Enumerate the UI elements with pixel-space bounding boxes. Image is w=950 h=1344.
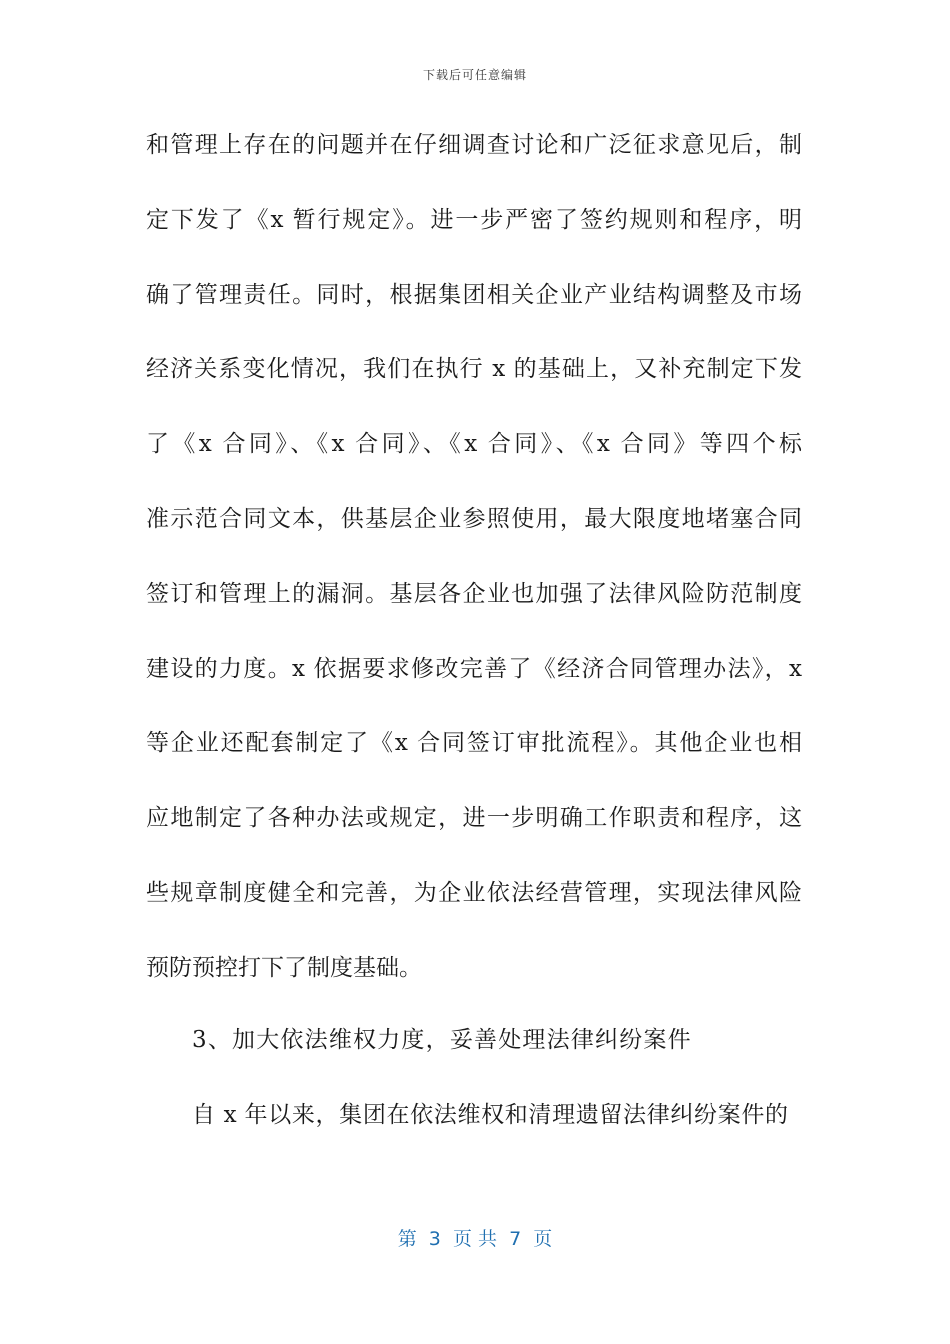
text-line: 经济关系变化情况，我们在执行 x 的基础上，又补充制定下发 [146,356,802,383]
text-line: 签订和管理上的漏洞。基层各企业也加强了法律风险防范制度 [146,580,802,607]
text-line: 准示范合同文本，供基层企业参照使用，最大限度地堵塞合同 [146,505,802,532]
header-note: 下载后可任意编辑 [422,68,527,82]
text-line: 些规章制度健全和完善，为企业依法经营管理，实现法律风险 [146,879,802,906]
text-line: 建设的力度。x 依据要求修改完善了《经济合同管理办法》，x [146,655,802,682]
text-line: 等企业还配套制定了《x 合同签订审批流程》。其他企业也相 [146,730,802,757]
text-line: 预防预控打下了制度基础。 [146,954,422,981]
text-line: 定下发了《x 暂行规定》。进一步严密了签约规则和程序，明 [146,206,802,233]
body-text [146,118,802,1016]
page-number-footer: 第 3 页 共 7 页 [397,1228,553,1250]
text-line: 确了管理责任。同时，根据集团相关企业产业结构调整及市场 [146,281,802,308]
text-line: 了《x 合同》、《x 合同》、《x 合同》、《x 合同》等四个标 [146,431,802,458]
text-line: 和管理上存在的问题并在仔细调查讨论和广泛征求意见后，制 [146,132,802,158]
text-line: 应地制定了各种办法或规定，进一步明确工作职责和程序，这 [146,805,802,832]
section-heading: 3、加大依法维权力度，妥善处理法律纠纷案件 [192,1027,692,1053]
paragraph-start: 自 x 年以来，集团在依法维权和清理遗留法律纠纷案件的 [192,1102,788,1128]
